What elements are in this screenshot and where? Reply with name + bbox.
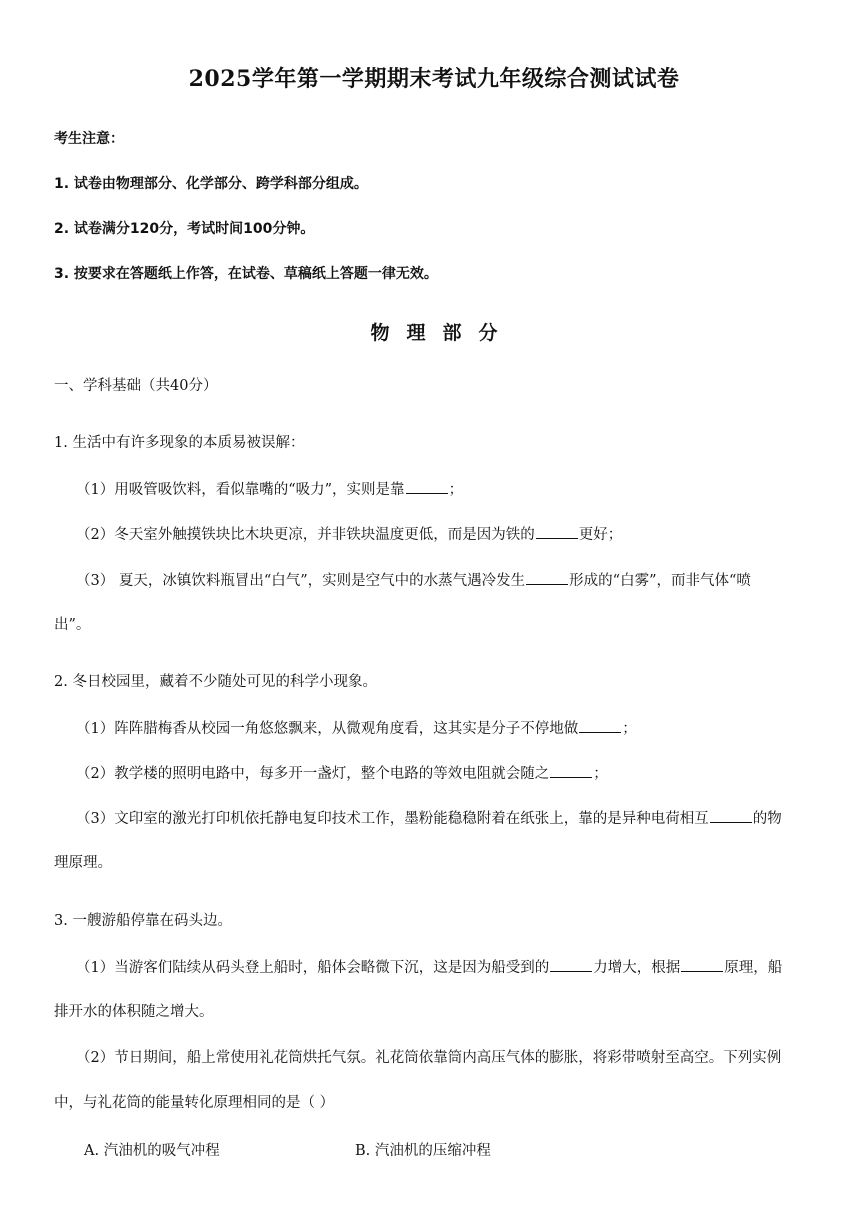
option-b[interactable]: B. 汽油机的压缩冲程 [355, 1143, 491, 1159]
q2-sub3 [76, 808, 782, 829]
q1-stem: 1. 生活中有许多现象的本质易被误解： [54, 435, 305, 451]
answer-blank[interactable] [710, 808, 752, 823]
q3-stem: 3. 一艘游船停靠在码头边。 [54, 913, 232, 929]
q1-sub1 [76, 479, 463, 500]
q1-sub3 [76, 570, 751, 591]
q2-sub3-text: （3）文印室的激光打印机依托静电复印技术工作，墨粉能稳稳附着在纸张上，靠的是异种电荷相互 [76, 811, 709, 827]
answer-blank[interactable] [536, 524, 578, 539]
q1-sub1-text: （1）用吸管吸饮料，看似靠嘴的“吸力”，实则是靠 [76, 482, 405, 498]
q1-sub2 [76, 524, 622, 545]
q3-sub1-end: 原理，船 [724, 960, 783, 976]
q3-sub1-mid: 力增大，根据 [593, 960, 681, 976]
answer-blank[interactable] [406, 479, 448, 494]
q2-stem: 2. 冬日校园里，藏着不少随处可见的科学小现象。 [54, 674, 377, 690]
part1-title: 一、学科基础（共40分） [54, 378, 218, 394]
answer-blank[interactable] [681, 957, 723, 972]
q3-sub2: （2）节日期间，船上常使用礼花筒烘托气氛。礼花筒依靠筒内高压气体的膨胀，将彩带喷射至高空。下列实例 [76, 1050, 782, 1066]
q1-sub3-continued: 出”。 [54, 617, 91, 633]
q2-sub1 [76, 718, 637, 739]
q2-sub1-text: （1）阵阵腊梅香从校园一角悠悠飘来，从微观角度看，这其实是分子不停地做 [76, 721, 579, 737]
q1-sub2-end: 更好； [578, 527, 623, 543]
q2-sub2 [76, 763, 608, 784]
q2-sub2-text: （2）教学楼的照明电路中，每多开一盏灯，整个电路的等效电阻就会随之 [76, 766, 550, 782]
answer-blank[interactable] [579, 718, 621, 733]
notice-item-1: 1. 试卷由物理部分、化学部分、跨学科部分组成。 [54, 176, 368, 192]
q1-sub3-text: （3） 夏天，冰镇饮料瓶冒出“白气”，实则是空气中的水蒸气遇冷发生 [76, 573, 526, 589]
q1-sub2-text: （2）冬天室外触摸铁块比木块更凉，并非铁块温度更低，而是因为铁的 [76, 527, 535, 543]
q1-sub3-mid: 形成的“白雾”，而非气体“喷 [569, 573, 751, 589]
notice-heading: 考生注意： [54, 131, 124, 147]
answer-blank[interactable] [526, 570, 568, 585]
q2-sub1-end: ； [622, 721, 637, 737]
q2-sub3-continued: 理原理。 [54, 855, 112, 871]
notice-item-3: 3. 按要求在答题纸上作答，在试卷、草稿纸上答题一律无效。 [54, 266, 438, 282]
section-title: 物理部分 [370, 322, 515, 344]
notice-item-2: 2. 试卷满分120分，考试时间100分钟。 [54, 221, 315, 237]
q2-sub2-end: ； [593, 766, 608, 782]
q3-sub1 [76, 957, 782, 978]
q1-sub1-end: ； [448, 482, 464, 498]
q3-sub1-text: （1）当游客们陆续从码头登上船时，船体会略微下沉，这是因为船受到的 [76, 960, 550, 976]
q2-sub3-mid: 的物 [752, 811, 782, 827]
q3-sub1-continued: 排开水的体积随之增大。 [54, 1004, 214, 1020]
exam-title: 2025学年第一学期期末考试九年级综合测试试卷 [188, 66, 680, 92]
option-a[interactable]: A. 汽油机的吸气冲程 [84, 1143, 220, 1159]
answer-blank[interactable] [550, 763, 592, 778]
q3-sub2-continued: 中，与礼花筒的能量转化原理相同的是（ ） [54, 1095, 335, 1111]
answer-blank[interactable] [550, 957, 592, 972]
